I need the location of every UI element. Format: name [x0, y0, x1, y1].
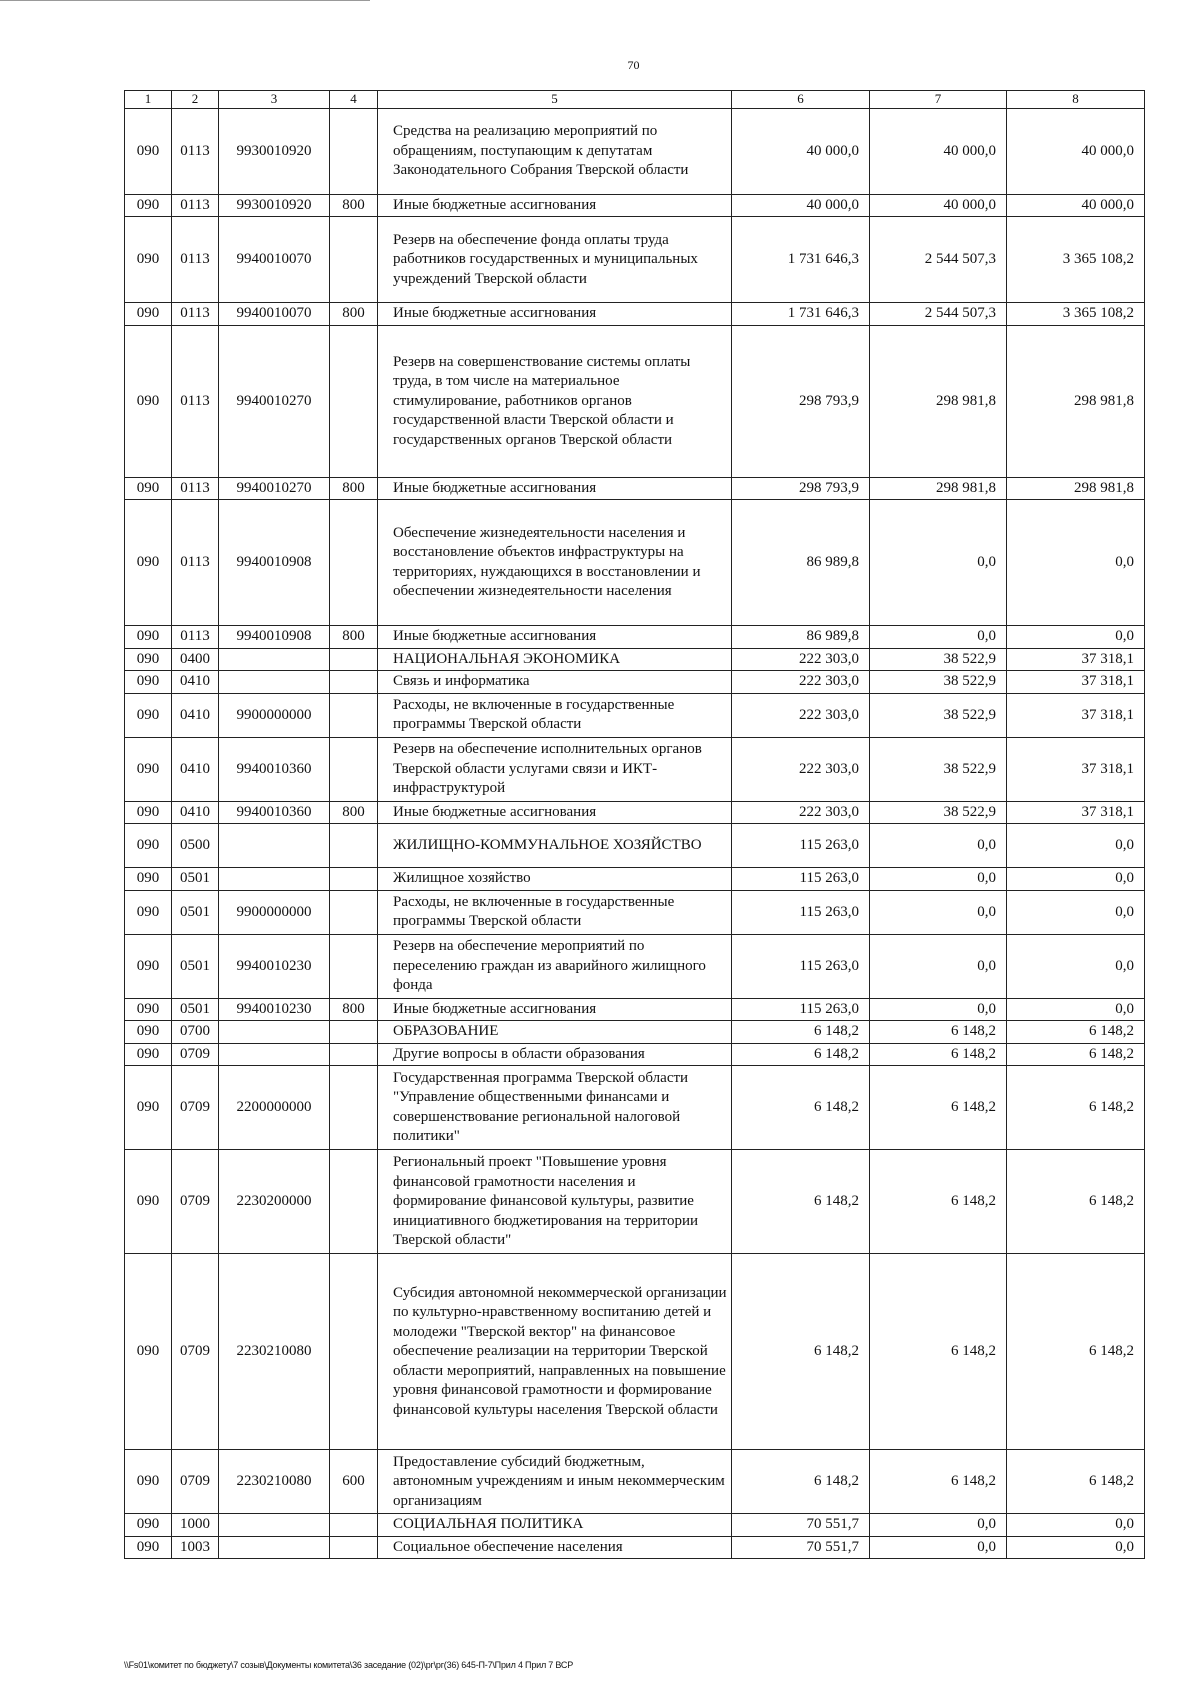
table-row — [125, 217, 1145, 303]
table-row — [125, 737, 1145, 801]
section-cell: 0410 — [172, 737, 219, 801]
table-row — [125, 1450, 1145, 1514]
table-row — [125, 1150, 1145, 1254]
amount-year1-cell: 298 793,9 — [732, 325, 870, 477]
amount-year2-cell: 6 148,2 — [870, 1450, 1007, 1514]
amount-year1-cell: 222 303,0 — [732, 671, 870, 694]
table-row — [125, 998, 1145, 1021]
description-cell: ОБРАЗОВАНИЕ — [378, 1021, 732, 1044]
expense-type-cell — [330, 108, 378, 194]
amount-year1-cell: 222 303,0 — [732, 737, 870, 801]
target-item-cell: 9940010360 — [219, 801, 330, 824]
amount-year2-cell: 0,0 — [870, 500, 1007, 626]
target-item-cell: 9900000000 — [219, 890, 330, 934]
expense-type-cell: 800 — [330, 303, 378, 326]
section-cell: 0410 — [172, 693, 219, 737]
amount-year3-cell: 298 981,8 — [1007, 477, 1145, 500]
description-cell: Резерв на обеспечение мероприятий по переселению граждан из аварийного жилищного фонда — [378, 934, 732, 998]
table-row — [125, 890, 1145, 934]
amount-year3-cell: 0,0 — [1007, 868, 1145, 891]
table-row — [125, 801, 1145, 824]
description-cell: Средства на реализацию мероприятий по обращениям, поступающим к депутатам Законодательного Собрания Тверской области — [378, 108, 732, 194]
target-item-cell: 9900000000 — [219, 693, 330, 737]
description-cell: Иные бюджетные ассигнования — [378, 303, 732, 326]
column-header: 2 — [172, 91, 219, 109]
amount-year1-cell: 115 263,0 — [732, 890, 870, 934]
target-item-cell — [219, 1043, 330, 1066]
table-row — [125, 303, 1145, 326]
column-header: 7 — [870, 91, 1007, 109]
section-cell: 0709 — [172, 1066, 219, 1150]
table-row — [125, 1066, 1145, 1150]
expense-type-cell — [330, 1021, 378, 1044]
expense-type-cell — [330, 824, 378, 868]
code-cell: 090 — [125, 217, 172, 303]
expense-type-cell — [330, 890, 378, 934]
description-cell: Другие вопросы в области образования — [378, 1043, 732, 1066]
code-cell: 090 — [125, 1536, 172, 1559]
amount-year2-cell: 0,0 — [870, 824, 1007, 868]
section-cell: 1000 — [172, 1514, 219, 1537]
amount-year3-cell: 0,0 — [1007, 1514, 1145, 1537]
amount-year1-cell: 86 989,8 — [732, 626, 870, 649]
target-item-cell — [219, 671, 330, 694]
code-cell: 090 — [125, 1021, 172, 1044]
description-cell: Иные бюджетные ассигнования — [378, 801, 732, 824]
code-cell: 090 — [125, 671, 172, 694]
amount-year1-cell: 70 551,7 — [732, 1514, 870, 1537]
amount-year3-cell: 0,0 — [1007, 998, 1145, 1021]
expense-type-cell — [330, 934, 378, 998]
table-row — [125, 693, 1145, 737]
code-cell: 090 — [125, 303, 172, 326]
code-cell: 090 — [125, 1254, 172, 1450]
section-cell: 0113 — [172, 477, 219, 500]
target-item-cell: 9940010908 — [219, 626, 330, 649]
table-row — [125, 1254, 1145, 1450]
target-item-cell — [219, 1514, 330, 1537]
section-cell: 0709 — [172, 1150, 219, 1254]
amount-year2-cell: 40 000,0 — [870, 108, 1007, 194]
amount-year2-cell: 0,0 — [870, 890, 1007, 934]
description-cell: Государственная программа Тверской области "Управление общественными финансами и совершенствование региональной налоговой политики" — [378, 1066, 732, 1150]
expense-type-cell: 800 — [330, 477, 378, 500]
expense-type-cell — [330, 1043, 378, 1066]
expense-type-cell — [330, 217, 378, 303]
section-cell: 0501 — [172, 998, 219, 1021]
section-cell: 0113 — [172, 194, 219, 217]
section-cell: 0500 — [172, 824, 219, 868]
table-row — [125, 500, 1145, 626]
description-cell: Социальное обеспечение населения — [378, 1536, 732, 1559]
code-cell: 090 — [125, 477, 172, 500]
code-cell: 090 — [125, 824, 172, 868]
amount-year3-cell: 0,0 — [1007, 934, 1145, 998]
expense-type-cell — [330, 868, 378, 891]
amount-year1-cell: 40 000,0 — [732, 108, 870, 194]
scan-edge-line — [0, 0, 370, 1]
amount-year1-cell: 6 148,2 — [732, 1450, 870, 1514]
section-cell: 0113 — [172, 500, 219, 626]
expense-type-cell — [330, 648, 378, 671]
code-cell: 090 — [125, 1043, 172, 1066]
section-cell: 0113 — [172, 217, 219, 303]
target-item-cell: 9940010908 — [219, 500, 330, 626]
amount-year1-cell: 86 989,8 — [732, 500, 870, 626]
code-cell: 090 — [125, 626, 172, 649]
amount-year3-cell: 3 365 108,2 — [1007, 303, 1145, 326]
column-header: 5 — [378, 91, 732, 109]
expense-type-cell — [330, 1514, 378, 1537]
target-item-cell: 9930010920 — [219, 108, 330, 194]
amount-year3-cell: 6 148,2 — [1007, 1021, 1145, 1044]
target-item-cell — [219, 1021, 330, 1044]
table-row — [125, 477, 1145, 500]
description-cell: Связь и информатика — [378, 671, 732, 694]
description-cell: Иные бюджетные ассигнования — [378, 477, 732, 500]
table-row — [125, 194, 1145, 217]
expense-type-cell: 800 — [330, 194, 378, 217]
table-row — [125, 325, 1145, 477]
target-item-cell: 9940010270 — [219, 325, 330, 477]
code-cell: 090 — [125, 737, 172, 801]
description-cell: СОЦИАЛЬНАЯ ПОЛИТИКА — [378, 1514, 732, 1537]
amount-year2-cell: 38 522,9 — [870, 648, 1007, 671]
description-cell: Иные бюджетные ассигнования — [378, 998, 732, 1021]
amount-year1-cell: 1 731 646,3 — [732, 303, 870, 326]
description-cell: Жилищное хозяйство — [378, 868, 732, 891]
expense-type-cell — [330, 1150, 378, 1254]
amount-year3-cell: 0,0 — [1007, 824, 1145, 868]
amount-year1-cell: 40 000,0 — [732, 194, 870, 217]
amount-year2-cell: 298 981,8 — [870, 325, 1007, 477]
code-cell: 090 — [125, 1514, 172, 1537]
description-cell: Иные бюджетные ассигнования — [378, 626, 732, 649]
amount-year3-cell: 6 148,2 — [1007, 1450, 1145, 1514]
amount-year1-cell: 6 148,2 — [732, 1066, 870, 1150]
amount-year2-cell: 38 522,9 — [870, 693, 1007, 737]
section-cell: 1003 — [172, 1536, 219, 1559]
budget-table — [124, 90, 1145, 1559]
amount-year3-cell: 6 148,2 — [1007, 1043, 1145, 1066]
description-cell: Обеспечение жизнедеятельности населения и восстановление объектов инфраструктуры на территориях, нуждающихся в восстановлении и обеспечении жизнедеятельности населения — [378, 500, 732, 626]
target-item-cell — [219, 648, 330, 671]
expense-type-cell — [330, 1254, 378, 1450]
amount-year2-cell: 298 981,8 — [870, 477, 1007, 500]
table-row — [125, 868, 1145, 891]
table-row — [125, 108, 1145, 194]
section-cell: 0113 — [172, 303, 219, 326]
amount-year2-cell: 0,0 — [870, 868, 1007, 891]
amount-year3-cell: 40 000,0 — [1007, 194, 1145, 217]
section-cell: 0410 — [172, 671, 219, 694]
target-item-cell: 9940010070 — [219, 303, 330, 326]
code-cell: 090 — [125, 934, 172, 998]
column-header: 6 — [732, 91, 870, 109]
expense-type-cell: 800 — [330, 626, 378, 649]
section-cell: 0501 — [172, 868, 219, 891]
amount-year1-cell: 6 148,2 — [732, 1254, 870, 1450]
column-header: 3 — [219, 91, 330, 109]
amount-year2-cell: 2 544 507,3 — [870, 303, 1007, 326]
table-row — [125, 1514, 1145, 1537]
amount-year1-cell: 70 551,7 — [732, 1536, 870, 1559]
expense-type-cell: 600 — [330, 1450, 378, 1514]
target-item-cell — [219, 868, 330, 891]
amount-year1-cell: 6 148,2 — [732, 1150, 870, 1254]
amount-year1-cell: 6 148,2 — [732, 1021, 870, 1044]
amount-year3-cell: 40 000,0 — [1007, 108, 1145, 194]
code-cell: 090 — [125, 1450, 172, 1514]
target-item-cell — [219, 1536, 330, 1559]
target-item-cell: 9930010920 — [219, 194, 330, 217]
code-cell: 090 — [125, 890, 172, 934]
amount-year2-cell: 0,0 — [870, 998, 1007, 1021]
amount-year3-cell: 37 318,1 — [1007, 648, 1145, 671]
target-item-cell: 2200000000 — [219, 1066, 330, 1150]
description-cell: НАЦИОНАЛЬНАЯ ЭКОНОМИКА — [378, 648, 732, 671]
amount-year2-cell: 6 148,2 — [870, 1066, 1007, 1150]
file-path-footer: \\Fs01\комитет по бюджету\7 созыв\Документы комитета\36 заседание (02)\рг\рг(36) 645-П-7\Прил 4 Прил 7 ВСР — [124, 1660, 574, 1670]
amount-year1-cell: 6 148,2 — [732, 1043, 870, 1066]
amount-year1-cell: 115 263,0 — [732, 934, 870, 998]
section-cell: 0709 — [172, 1043, 219, 1066]
description-cell: Резерв на обеспечение фонда оплаты труда работников государственных и муниципальных учреждений Тверской области — [378, 217, 732, 303]
code-cell: 090 — [125, 693, 172, 737]
section-cell: 0113 — [172, 108, 219, 194]
amount-year3-cell: 0,0 — [1007, 890, 1145, 934]
table-row — [125, 824, 1145, 868]
target-item-cell: 9940010070 — [219, 217, 330, 303]
expense-type-cell — [330, 693, 378, 737]
amount-year2-cell: 0,0 — [870, 1536, 1007, 1559]
description-cell: Резерв на обеспечение исполнительных органов Тверской области услугами связи и ИКТ-инфраструктурой — [378, 737, 732, 801]
amount-year2-cell: 38 522,9 — [870, 801, 1007, 824]
amount-year2-cell: 6 148,2 — [870, 1021, 1007, 1044]
amount-year2-cell: 0,0 — [870, 626, 1007, 649]
table-row — [125, 648, 1145, 671]
section-cell: 0113 — [172, 626, 219, 649]
amount-year2-cell: 38 522,9 — [870, 671, 1007, 694]
column-header: 4 — [330, 91, 378, 109]
amount-year2-cell: 6 148,2 — [870, 1254, 1007, 1450]
code-cell: 090 — [125, 194, 172, 217]
expense-type-cell: 800 — [330, 801, 378, 824]
column-header: 1 — [125, 91, 172, 109]
target-item-cell: 2230210080 — [219, 1254, 330, 1450]
code-cell: 090 — [125, 500, 172, 626]
expense-type-cell — [330, 325, 378, 477]
target-item-cell: 9940010360 — [219, 737, 330, 801]
amount-year2-cell: 6 148,2 — [870, 1043, 1007, 1066]
code-cell: 090 — [125, 868, 172, 891]
description-cell: Расходы, не включенные в государственные программы Тверской области — [378, 890, 732, 934]
code-cell: 090 — [125, 1066, 172, 1150]
expense-type-cell — [330, 737, 378, 801]
amount-year1-cell: 115 263,0 — [732, 998, 870, 1021]
amount-year3-cell: 3 365 108,2 — [1007, 217, 1145, 303]
section-cell: 0709 — [172, 1254, 219, 1450]
amount-year1-cell: 1 731 646,3 — [732, 217, 870, 303]
table-row — [125, 1021, 1145, 1044]
section-cell: 0501 — [172, 934, 219, 998]
amount-year3-cell: 0,0 — [1007, 500, 1145, 626]
amount-year3-cell: 37 318,1 — [1007, 693, 1145, 737]
table-row — [125, 626, 1145, 649]
amount-year3-cell: 37 318,1 — [1007, 737, 1145, 801]
amount-year3-cell: 0,0 — [1007, 626, 1145, 649]
code-cell: 090 — [125, 801, 172, 824]
section-cell: 0113 — [172, 325, 219, 477]
description-cell: Резерв на совершенствование системы оплаты труда, в том числе на материальное стимулирование, работников органов государственной власти Тверской области и государственных органов Тверской области — [378, 325, 732, 477]
target-item-cell — [219, 824, 330, 868]
amount-year3-cell: 6 148,2 — [1007, 1150, 1145, 1254]
amount-year2-cell: 2 544 507,3 — [870, 217, 1007, 303]
code-cell: 090 — [125, 108, 172, 194]
amount-year3-cell: 37 318,1 — [1007, 801, 1145, 824]
amount-year3-cell: 0,0 — [1007, 1536, 1145, 1559]
target-item-cell: 9940010230 — [219, 998, 330, 1021]
expense-type-cell — [330, 1066, 378, 1150]
code-cell: 090 — [125, 1150, 172, 1254]
column-number-row — [125, 91, 1145, 109]
page-number: 70 — [627, 58, 640, 72]
column-header: 8 — [1007, 91, 1145, 109]
description-cell: Иные бюджетные ассигнования — [378, 194, 732, 217]
section-cell: 0709 — [172, 1450, 219, 1514]
amount-year1-cell: 298 793,9 — [732, 477, 870, 500]
section-cell: 0400 — [172, 648, 219, 671]
expense-type-cell — [330, 1536, 378, 1559]
amount-year2-cell: 6 148,2 — [870, 1150, 1007, 1254]
target-item-cell: 2230200000 — [219, 1150, 330, 1254]
amount-year1-cell: 222 303,0 — [732, 801, 870, 824]
expense-type-cell — [330, 500, 378, 626]
amount-year2-cell: 0,0 — [870, 1514, 1007, 1537]
amount-year3-cell: 37 318,1 — [1007, 671, 1145, 694]
amount-year3-cell: 298 981,8 — [1007, 325, 1145, 477]
target-item-cell: 2230210080 — [219, 1450, 330, 1514]
description-cell: ЖИЛИЩНО-КОММУНАЛЬНОЕ ХОЗЯЙСТВО — [378, 824, 732, 868]
section-cell: 0700 — [172, 1021, 219, 1044]
target-item-cell: 9940010230 — [219, 934, 330, 998]
amount-year3-cell: 6 148,2 — [1007, 1254, 1145, 1450]
amount-year1-cell: 222 303,0 — [732, 648, 870, 671]
section-cell: 0410 — [172, 801, 219, 824]
table-row — [125, 934, 1145, 998]
amount-year2-cell: 40 000,0 — [870, 194, 1007, 217]
table-row — [125, 1536, 1145, 1559]
code-cell: 090 — [125, 325, 172, 477]
description-cell: Предоставление субсидий бюджетным, автономным учреждениям и иным некоммерческим организациям — [378, 1450, 732, 1514]
description-cell: Расходы, не включенные в государственные программы Тверской области — [378, 693, 732, 737]
code-cell: 090 — [125, 648, 172, 671]
description-cell: Региональный проект "Повышение уровня финансовой грамотности населения и формирование финансовой культуры, развитие инициативного бюджетирования на территории Тверской области" — [378, 1150, 732, 1254]
expense-type-cell — [330, 671, 378, 694]
amount-year2-cell: 38 522,9 — [870, 737, 1007, 801]
table-row — [125, 1043, 1145, 1066]
amount-year1-cell: 115 263,0 — [732, 868, 870, 891]
amount-year1-cell: 222 303,0 — [732, 693, 870, 737]
amount-year3-cell: 6 148,2 — [1007, 1066, 1145, 1150]
target-item-cell: 9940010270 — [219, 477, 330, 500]
code-cell: 090 — [125, 998, 172, 1021]
section-cell: 0501 — [172, 890, 219, 934]
amount-year2-cell: 0,0 — [870, 934, 1007, 998]
amount-year1-cell: 115 263,0 — [732, 824, 870, 868]
table-row — [125, 671, 1145, 694]
expense-type-cell: 800 — [330, 998, 378, 1021]
description-cell: Субсидия автономной некоммерческой организации по культурно-нравственному воспитанию детей и молодежи "Тверской вектор" на финансовое обеспечение реализации на территории Тверской области мероприятий, направленных на повышение уровня финансовой грамотности и формирование финансовой культуры населения Тверской области — [378, 1254, 732, 1450]
